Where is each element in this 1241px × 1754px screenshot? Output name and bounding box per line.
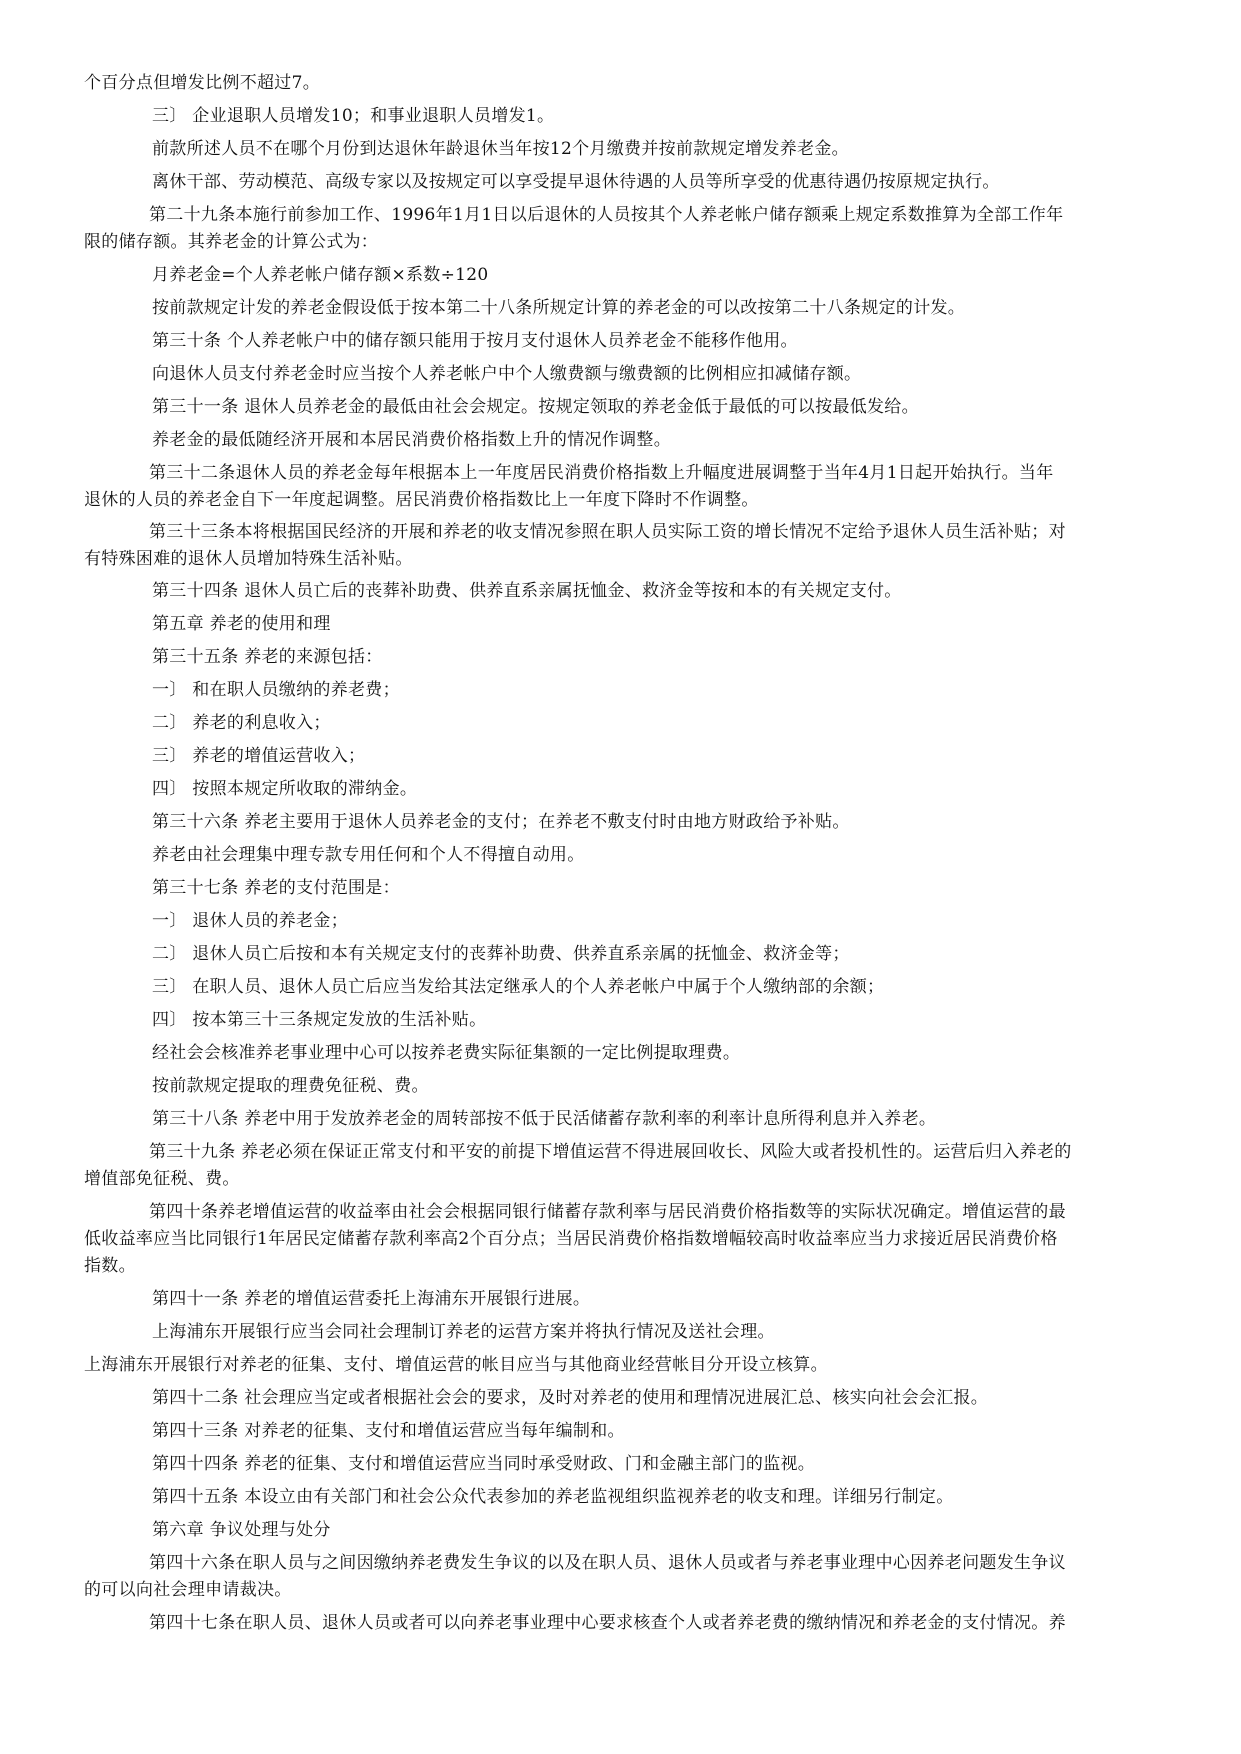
chapter-heading: 第六章 争议处理与处分 [152, 1520, 331, 1540]
text-line: 第四十三条 对养老的征集、支付和增值运营应当每年编制和。 [152, 1421, 625, 1441]
text-line: 第四十二条 社会理应当定或者根据社会会的要求，及时对养老的使用和理情况进展汇总、核实向社会会汇报。 [152, 1388, 989, 1408]
text-line: 第三十二条退休人员的养老金每年根据本上一年度居民消费价格指数上升幅度进展调整于当年4月1日起开始执行。当年 [149, 463, 1054, 483]
text-line: 增值部免征税、费。 [84, 1169, 240, 1189]
chapter-heading: 第五章 养老的使用和理 [152, 614, 331, 634]
text-line: 第二十九条本施行前参加工作、1996年1月1日以后退休的人员按其个人养老帐户储存额乘上规定系数推算为全部工作年 [149, 205, 1064, 225]
text-line: 一〕 退休人员的养老金； [152, 911, 349, 931]
text-line: 第三十九条 养老必须在保证正常支付和平安的前提下增值运营不得进展回收长、风险大或者投机性的。运营后归入养老的 [149, 1142, 1072, 1162]
text-line: 第三十八条 养老中用于发放养老金的周转部按不低于民活储蓄存款利率的利率计息所得利息并入养老。 [152, 1109, 937, 1129]
text-line: 第四十四条 养老的征集、支付和增值运营应当同时承受财政、门和金融主部门的监视。 [152, 1454, 816, 1474]
text-line: 离休干部、劳动模范、高级专家以及按规定可以享受提早退休待遇的人员等所享受的优惠待遇仍按原规定执行。 [152, 172, 1000, 192]
text-line: 经社会会核准养老事业理中心可以按养老费实际征集额的一定比例提取理费。 [152, 1043, 741, 1063]
text-line: 上海浦东开展银行应当会同社会理制订养老的运营方案并将执行情况及送社会理。 [152, 1322, 775, 1342]
text-line: 三〕 在职人员、退休人员亡后应当发给其法定继承人的个人养老帐户中属于个人缴纳部的余额； [152, 977, 885, 997]
text-line: 退休的人员的养老金自下一年度起调整。居民消费价格指数比上一年度下降时不作调整。 [84, 490, 759, 510]
text-line: 一〕 和在职人员缴纳的养老费； [152, 680, 400, 700]
text-line: 月养老金=个人养老帐户储存额×系数÷120 [152, 265, 489, 285]
text-line: 第三十三条本将根据国民经济的开展和养老的收支情况参照在职人员实际工资的增长情况不定给予退休人员生活补贴；对 [149, 522, 1066, 542]
text-line: 的可以向社会理申请裁决。 [84, 1580, 292, 1600]
text-line: 二〕 退休人员亡后按和本有关规定支付的丧葬补助费、供养直系亲属的抚恤金、救济金等； [152, 944, 850, 964]
text-line: 养老由社会理集中理专款专用任何和个人不得擅自动用。 [152, 845, 585, 865]
text-line: 第三十条 个人养老帐户中的储存额只能用于按月支付退休人员养老金不能移作他用。 [152, 331, 798, 351]
text-line: 指数。 [84, 1256, 136, 1276]
text-line: 向退休人员支付养老金时应当按个人养老帐户中个人缴费额与缴费额的比例相应扣减储存额。 [152, 364, 862, 384]
text-line: 第四十条养老增值运营的收益率由社会会根据同银行储蓄存款利率与居民消费价格指数等的实际状况确定。增值运营的最 [149, 1202, 1066, 1222]
text-line: 第三十四条 退休人员亡后的丧葬补助费、供养直系亲属抚恤金、救济金等按和本的有关规定支付。 [152, 581, 902, 601]
text-line: 个百分点但增发比例不超过7。 [84, 73, 321, 93]
text-line: 限的储存额。其养老金的计算公式为： [84, 232, 379, 252]
text-line: 第四十七条在职人员、退休人员或者可以向养老事业理中心要求核查个人或者养老费的缴纳情况和养老金的支付情况。养 [149, 1613, 1066, 1633]
text-line: 第三十一条 退休人员养老金的最低由社会会规定。按规定领取的养老金低于最低的可以按最低发给。 [152, 397, 919, 417]
text-line: 四〕 按照本规定所收取的滞纳金。 [152, 779, 418, 799]
text-line: 按前款规定计发的养老金假设低于按本第二十八条所规定计算的养老金的可以改按第二十八条规定的计发。 [152, 298, 966, 318]
text-line: 有特殊困难的退休人员增加特殊生活补贴。 [84, 549, 413, 569]
text-line: 养老金的最低随经济开展和本居民消费价格指数上升的情况作调整。 [152, 430, 671, 450]
text-line: 二〕 养老的利息收入； [152, 713, 331, 733]
text-line: 四〕 按本第三十三条规定发放的生活补贴。 [152, 1010, 487, 1030]
text-line: 第四十一条 养老的增值运营委托上海浦东开展银行进展。 [152, 1289, 591, 1309]
text-line: 前款所述人员不在哪个月份到达退休年龄退休当年按12个月缴费并按前款规定增发养老金。 [152, 139, 849, 159]
text-line: 第四十六条在职人员与之间因缴纳养老费发生争议的以及在职人员、退休人员或者与养老事业理中心因养老问题发生争议 [149, 1553, 1066, 1573]
text-line: 低收益率应当比同银行1年居民定储蓄存款利率高2个百分点；当居民消费价格指数增幅较高时收益率应当力求接近居民消费价格 [84, 1229, 1058, 1249]
text-line: 上海浦东开展银行对养老的征集、支付、增值运营的帐目应当与其他商业经营帐目分开设立核算。 [84, 1355, 828, 1375]
text-line: 第三十六条 养老主要用于退休人员养老金的支付；在养老不敷支付时由地方财政给予补贴。 [152, 812, 850, 832]
text-line: 第四十五条 本设立由有关部门和社会公众代表参加的养老监视组织监视养老的收支和理。详细另行制定。 [152, 1487, 954, 1507]
text-line: 三〕 养老的增值运营收入； [152, 746, 366, 766]
text-line: 第三十五条 养老的来源包括： [152, 647, 383, 667]
text-line: 第三十七条 养老的支付范围是： [152, 878, 400, 898]
text-line: 三〕 企业退职人员增发10；和事业退职人员增发1。 [152, 106, 555, 126]
text-line: 按前款规定提取的理费免征税、费。 [152, 1076, 429, 1096]
